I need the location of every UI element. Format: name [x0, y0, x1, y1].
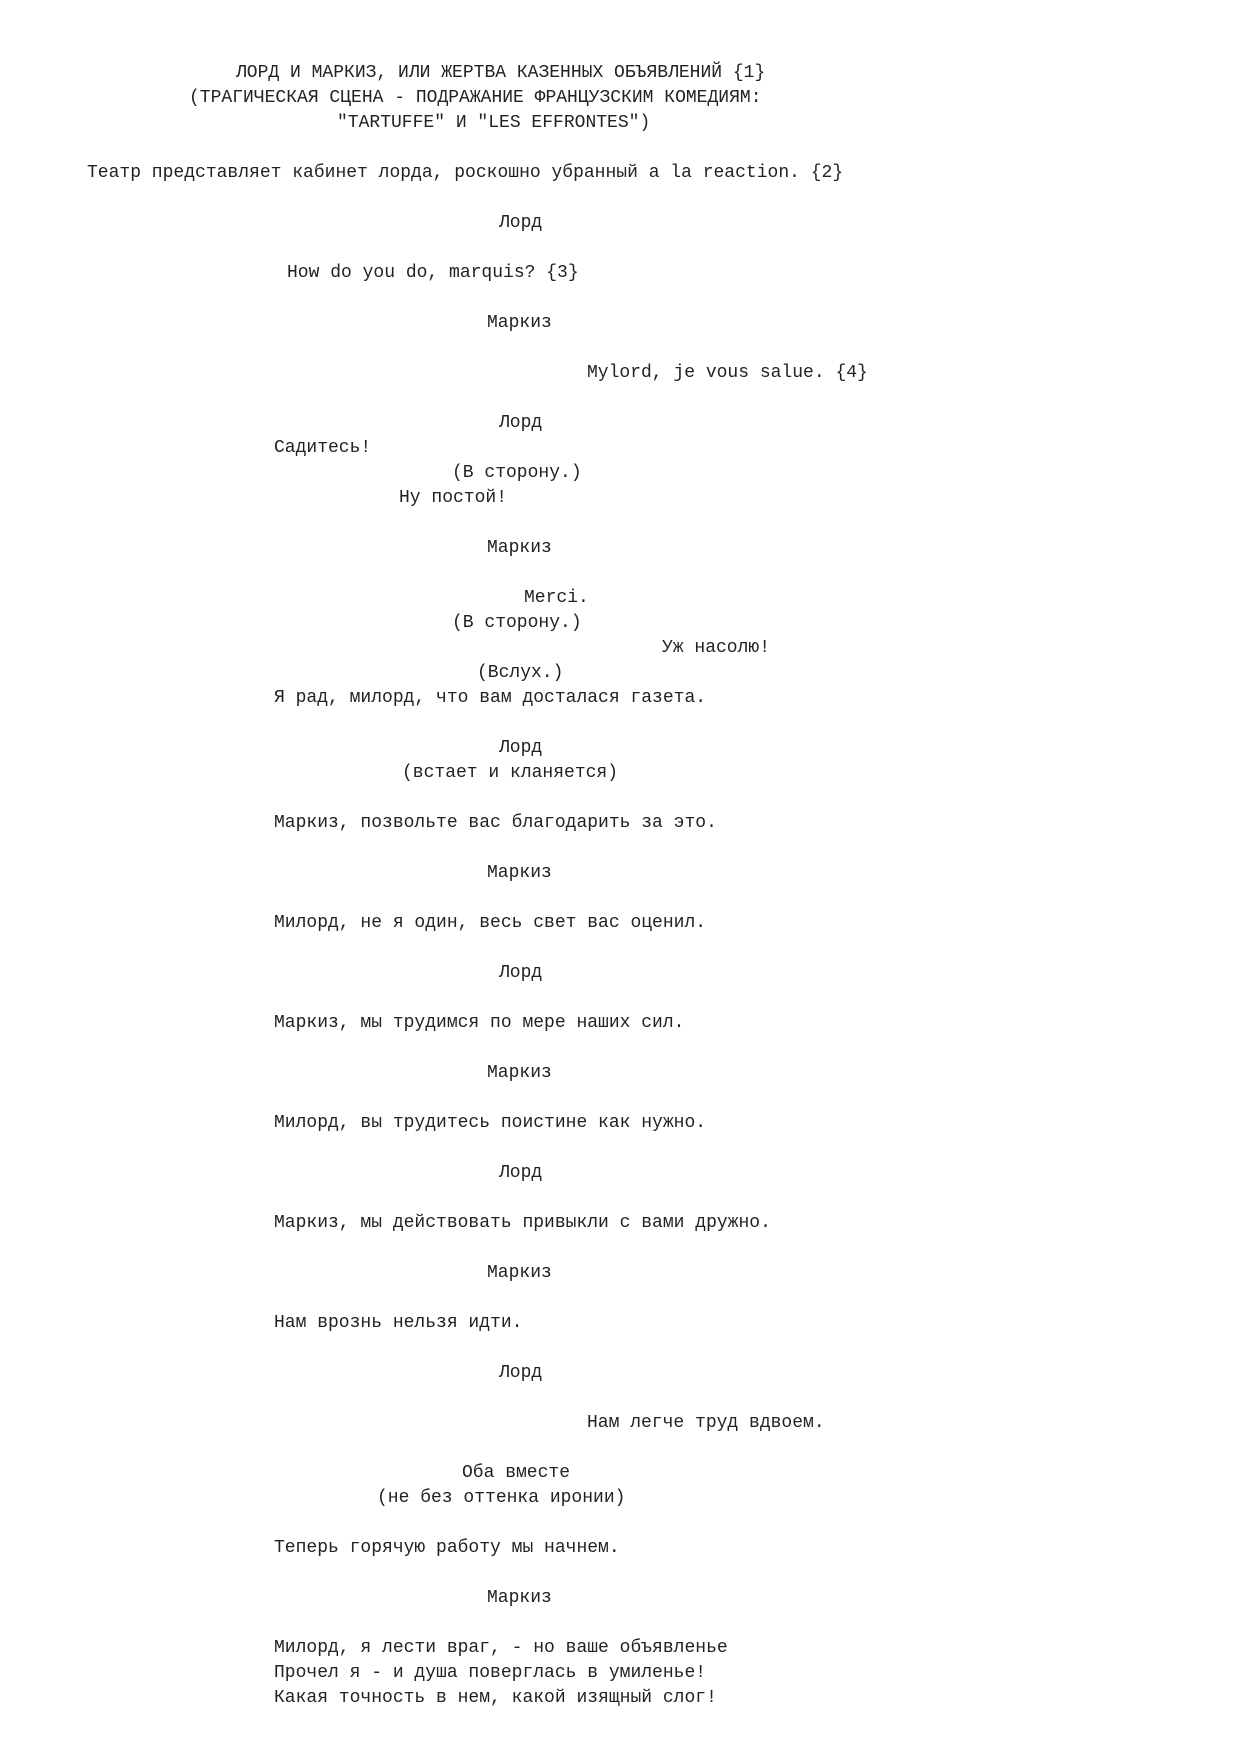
- speaker-name: Маркиз: [487, 538, 552, 558]
- speaker-name: Маркиз: [487, 1588, 552, 1608]
- dialogue-line: Маркиз, мы действовать привыкли с вами дружно.: [274, 1213, 771, 1233]
- dialogue-line: Милорд, я лести враг, - но ваше объявленье: [274, 1638, 728, 1658]
- dialogue-line: Милорд, не я один, весь свет вас оценил.: [274, 913, 707, 933]
- speaker-name: Маркиз: [487, 313, 552, 333]
- dialogue-line: Садитесь!: [274, 438, 372, 458]
- dialogue-line: Нам легче труд вдвоем.: [587, 1413, 825, 1433]
- title-line-1: ЛОРД И МАРКИЗ, ИЛИ ЖЕРТВА КАЗЕННЫХ ОБЪЯВЛЕНИЙ {1}: [236, 63, 766, 83]
- dialogue-line: Теперь горячую работу мы начнем.: [274, 1538, 620, 1558]
- aside-direction: (В сторону.): [452, 613, 582, 633]
- speaker-name: Лорд: [499, 963, 543, 983]
- title-line-3: "TARTUFFE" И "LES EFFRONTES"): [337, 113, 651, 133]
- speaker-name: Лорд: [499, 1363, 543, 1383]
- dialogue-line: Маркиз, мы трудимся по мере наших сил.: [274, 1013, 685, 1033]
- speaker-name: Лорд: [499, 213, 543, 233]
- dialogue-line: Милорд, вы трудитесь поистине как нужно.: [274, 1113, 707, 1133]
- stage-note: (встает и кланяется): [402, 763, 619, 783]
- speaker-name: Маркиз: [487, 1063, 552, 1083]
- speaker-name: Маркиз: [487, 863, 552, 883]
- aside-direction: (Вслух.): [477, 663, 564, 683]
- dialogue-line: Какая точность в нем, какой изящный слог!: [274, 1688, 717, 1708]
- stage-note: (не без оттенка иронии): [377, 1488, 626, 1508]
- dialogue-line: Я рад, милорд, что вам досталася газета.: [274, 688, 707, 708]
- speaker-name: Маркиз: [487, 1263, 552, 1283]
- aside-direction: (В сторону.): [452, 463, 582, 483]
- dialogue-line: How do you do, marquis? {3}: [287, 263, 579, 283]
- title-line-2: (ТРАГИЧЕСКАЯ СЦЕНА - ПОДРАЖАНИЕ ФРАНЦУЗСКИМ КОМЕДИЯМ:: [189, 88, 762, 108]
- speaker-name: Лорд: [499, 738, 543, 758]
- speaker-name: Лорд: [499, 413, 543, 433]
- dialogue-line: Mylord, je vous salue. {4}: [587, 363, 868, 383]
- dialogue-line: Уж насолю!: [662, 638, 771, 658]
- dialogue-line: Прочел я - и душа поверглась в умиленье!: [274, 1663, 707, 1683]
- dialogue-line: Маркиз, позвольте вас благодарить за это.: [274, 813, 717, 833]
- speaker-name: Оба вместе: [462, 1463, 571, 1483]
- dialogue-line: Нам врознь нельзя идти.: [274, 1313, 523, 1333]
- dialogue-line: Merci.: [524, 588, 589, 608]
- dialogue-line: Ну постой!: [399, 488, 508, 508]
- stage-direction: Театр представляет кабинет лорда, роскошно убранный a la reaction. {2}: [87, 163, 844, 183]
- speaker-name: Лорд: [499, 1163, 543, 1183]
